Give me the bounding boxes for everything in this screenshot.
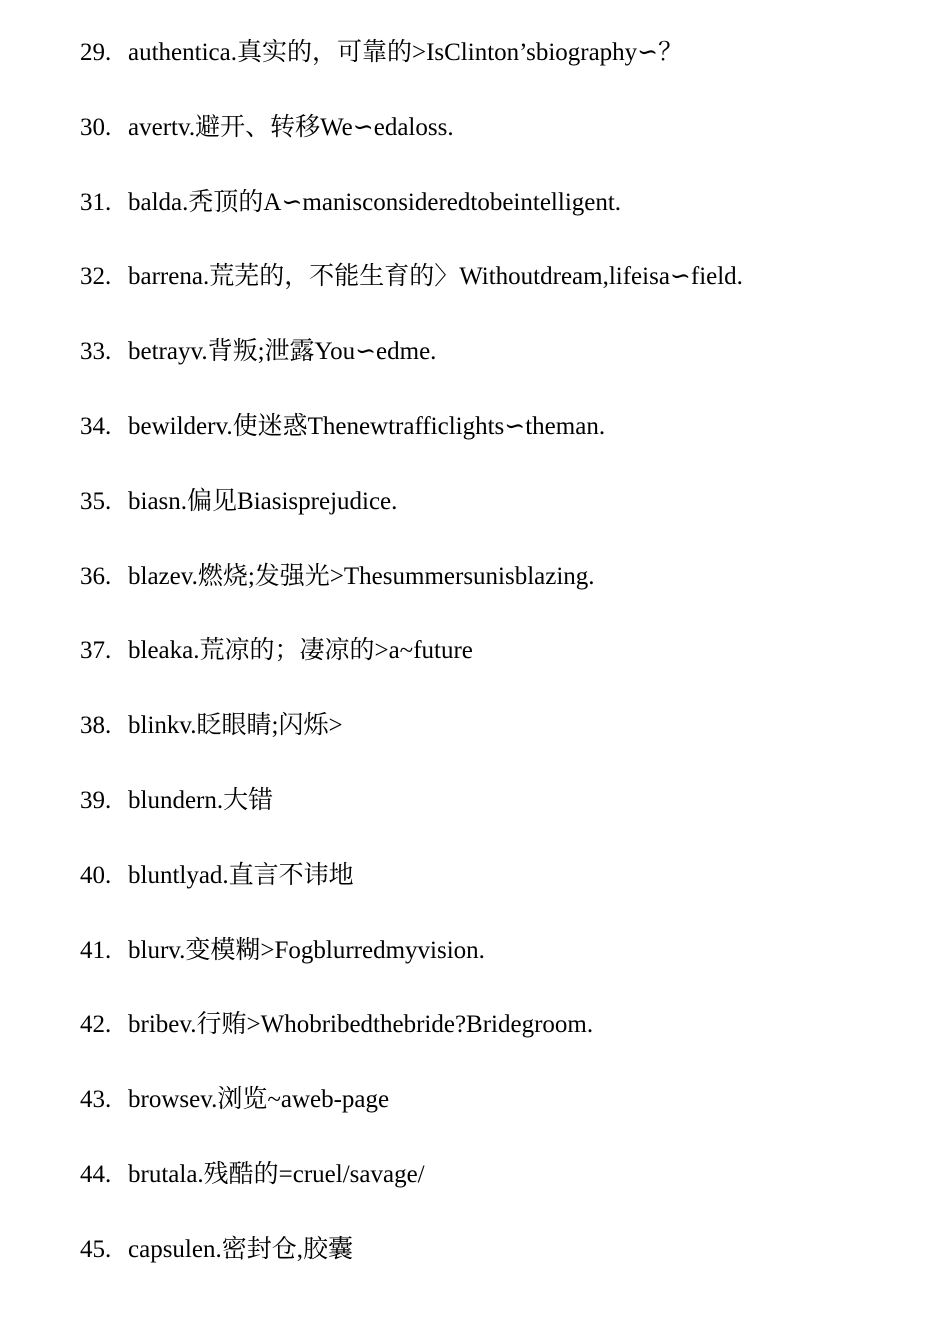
item-text: bewilderv.使迷惑Thenewtrafficlights∽theman.	[128, 412, 606, 440]
item-number: 40.	[80, 861, 112, 889]
item-text: authentica.真实的，可靠的>IsClinton’sbiography∽？	[128, 39, 684, 66]
item-text: capsulen.密封仓,胶囊	[128, 1235, 353, 1263]
list-item	[80, 258, 920, 333]
vocabulary-list	[80, 34, 920, 1306]
item-number: 35.	[80, 487, 112, 515]
item-number: 36.	[80, 562, 112, 590]
list-item	[80, 34, 920, 109]
item-text: betrayv.背叛;泄露You∽edme.	[128, 338, 437, 366]
list-item	[80, 558, 920, 633]
list-item	[80, 632, 920, 707]
list-item	[80, 184, 920, 259]
item-number: 34.	[80, 412, 112, 440]
item-text: biasn.偏见Biasisprejudice.	[128, 487, 398, 515]
item-number: 33.	[80, 338, 112, 366]
item-number: 42.	[80, 1011, 112, 1039]
item-number: 39.	[80, 786, 112, 814]
item-text: brutala.残酷的=cruel/savage/	[128, 1160, 425, 1188]
item-text: blazev.燃烧;发强光>Thesummersunisblazing.	[128, 562, 595, 590]
item-text: browsev.浏览~aweb-page	[128, 1086, 390, 1114]
item-number: 31.	[80, 188, 112, 216]
item-number: 37.	[80, 637, 112, 665]
item-text: blurv.变模糊>Fogblurredmyvision.	[128, 936, 485, 964]
list-item	[80, 1156, 920, 1231]
list-item	[80, 857, 920, 932]
item-text: avertv.避开、转移We∽edaloss.	[128, 113, 454, 141]
item-number: 38.	[80, 712, 112, 740]
item-number: 45.	[80, 1235, 112, 1263]
list-item	[80, 1081, 920, 1156]
item-text: bluntlyad.直言不讳地	[128, 861, 354, 889]
item-number: 30.	[80, 113, 112, 141]
item-number: 32.	[80, 263, 112, 291]
item-text: blinkv.眨眼睛;闪烁>	[128, 712, 343, 740]
list-item	[80, 408, 920, 483]
list-item	[80, 1231, 920, 1306]
list-item	[80, 1006, 920, 1081]
item-text: bleaka.荒凉的；凄凉的>a~future	[128, 637, 473, 665]
item-text: blundern.大错	[128, 786, 274, 814]
item-number: 29.	[80, 39, 112, 66]
item-text: barrena.荒芜的，不能生育的〉Withoutdream,lifeisa∽field.	[128, 263, 743, 291]
list-item	[80, 333, 920, 408]
item-text: bribev.行贿>Whobribedthebride?Bridegroom.	[128, 1011, 594, 1039]
list-item	[80, 932, 920, 1007]
list-item	[80, 707, 920, 782]
item-number: 44.	[80, 1160, 112, 1188]
item-number: 43.	[80, 1086, 112, 1114]
item-number: 41.	[80, 936, 112, 964]
item-text: balda.秃顶的A∽manisconsideredtobeintelligent.	[128, 188, 622, 216]
list-item	[80, 109, 920, 184]
list-item	[80, 483, 920, 558]
list-item	[80, 782, 920, 857]
